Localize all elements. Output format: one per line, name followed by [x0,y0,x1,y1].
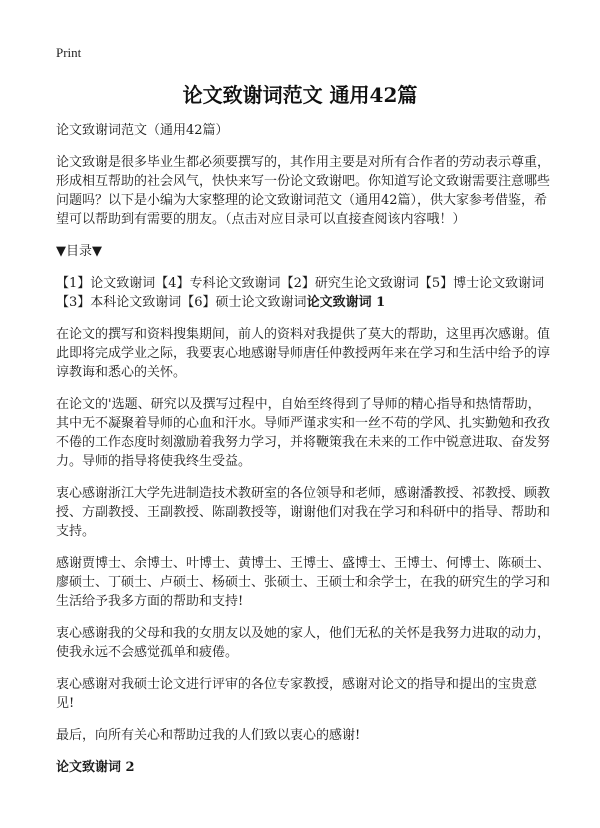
toc-heading: ▼目录▼ [56,244,102,259]
subtitle: 论文致谢词范文（通用42篇） [56,123,229,138]
body-paragraph: 在论文的'选题、研究以及撰写过程中，自始至终得到了导师的精心指导和热情帮助，其中无不凝聚着导师的心血和汗水。导师严谨求实和一丝不苟的学风、扎实勤勉和孜孜不倦的工作态度时刻激励着我努力学习，并将鞭策我在未来的工作中锐意进取、奋发努力。导师的指导将使我终生受益。 [56,397,551,469]
document-body [56,121,552,790]
print-label: Print [56,45,82,60]
body-paragraph: 衷心感谢对我硕士论文进行评审的各位专家教授，感谢对论文的指导和提出的宝贵意见! [56,677,538,711]
body-paragraph: 最后，向所有关心和帮助过我的人们致以衷心的感谢! [56,728,361,743]
toc-link-2[interactable]: 【2】研究生论文致谢词 [280,276,419,291]
document-title: 论文致谢词范文 通用42篇 [182,83,418,107]
toc-link-4[interactable]: 【4】专科论文致谢词 [155,276,281,291]
intro-paragraph: 论文致谢是很多毕业生都必须要撰写的，其作用主要是对所有合作者的劳动表示尊重，形成相互帮助的社会风气，快快来写一份论文致谢吧。你知道写论文致谢需要注意哪些问题吗？以下是小编为大家整理的论文致谢词范文（通用42篇），供大家参考借鉴，希望可以帮助到有需要的朋友。（点击对应目录可以直接查阅该内容哦！） [56,155,551,227]
section-1-title: 论文致谢词 1 [306,295,386,310]
body-paragraph: 感谢贾博士、余博士、叶博士、黄博士、王博士、盛博士、王博士、何博士、陈硕士、廖硕士、丁硕士、卢硕士、杨硕士、张硕士、王硕士和余学士，在我的研究生的学习和生活给予我多方面的帮助和支持! [56,556,551,609]
body-paragraph: 在论文的撰写和资料搜集期间，前人的资料对我提供了莫大的帮助，这里再次感谢。值此即将完成学业之际，我要衷心地感谢导师唐任仲教授两年来在学习和生活中给予的谆谆教诲和悉心的关怀。 [56,327,551,380]
body-paragraph: 衷心感谢浙江大学先进制造技术教研室的各位领导和老师，感谢潘教授、祁教授、顾教授、方副教授、王副教授、陈副教授等，谢谢他们对我在学习和科研中的指导、帮助和支持。 [56,486,551,539]
body-paragraph: 衷心感谢我的父母和我的女朋友以及她的家人，他们无私的关怀是我努力进取的动力，使我永远不会感觉孤单和疲倦。 [56,626,551,660]
table-of-contents [56,274,552,312]
toc-link-3[interactable]: 【3】本科论文致谢词 [56,295,182,310]
toc-link-5[interactable]: 【5】博士论文致谢词 [418,276,545,291]
toc-link-1[interactable]: 【1】论文致谢词 [56,276,156,291]
section-2-title: 论文致谢词 2 [56,760,135,775]
toc-link-6[interactable]: 【6】硕士论文致谢词 [181,295,307,310]
